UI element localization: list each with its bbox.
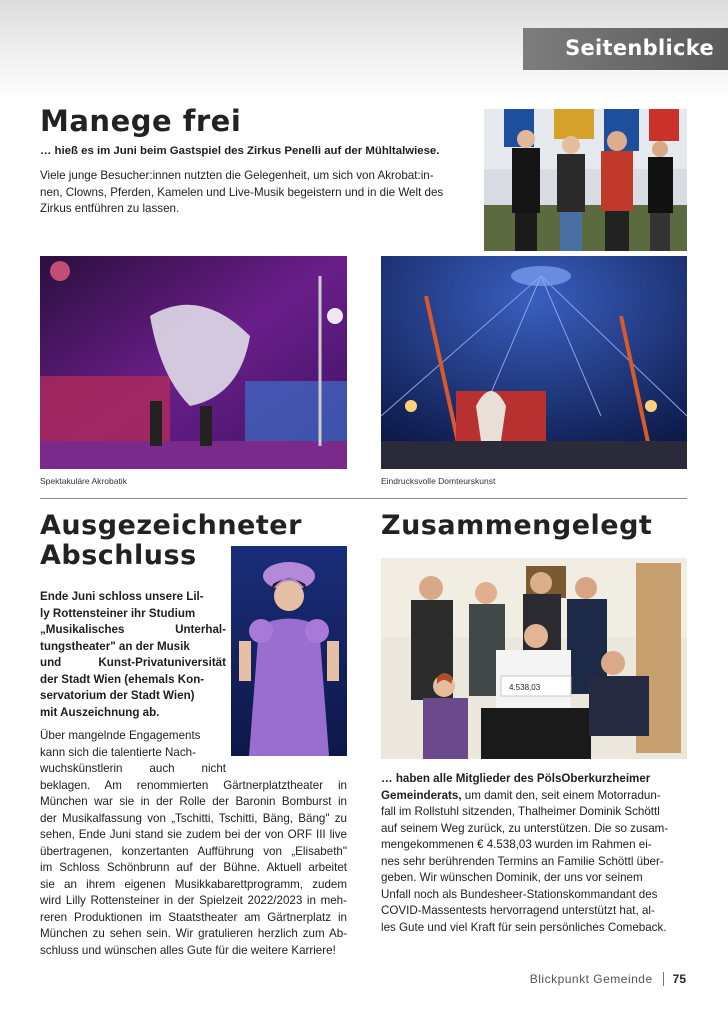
publication-name: Blickpunkt Gemeinde — [529, 972, 653, 986]
article-title-manege: Manege frei — [40, 104, 242, 138]
article-lead-manege: … hieß es im Juni beim Gastspiel des Zirkus Penelli auf der Mühltalwiese. — [40, 145, 440, 157]
page-number: 75 — [663, 972, 686, 986]
animal-training-photo — [381, 256, 687, 469]
section-label: Seitenblicke — [565, 36, 714, 60]
article-title-abschluss-line2: Abschluss — [40, 540, 197, 571]
article-title-zusammengelegt: Zusammengelegt — [381, 510, 653, 541]
caption-animal-training: Eindrucksvolle Domteurskunst — [381, 476, 496, 486]
acrobatics-photo — [40, 256, 347, 469]
cheque-amount: 4.538,03 — [509, 683, 541, 692]
circus-group-photo — [484, 109, 687, 251]
council-group-photo — [381, 558, 687, 759]
singer-portrait-photo — [231, 546, 347, 756]
page-footer — [530, 972, 686, 986]
caption-acrobatics: Spektakuläre Akrobatik — [40, 476, 127, 486]
section-divider — [40, 498, 687, 499]
article-title-abschluss-line1: Ausgezeichneter — [40, 510, 302, 541]
